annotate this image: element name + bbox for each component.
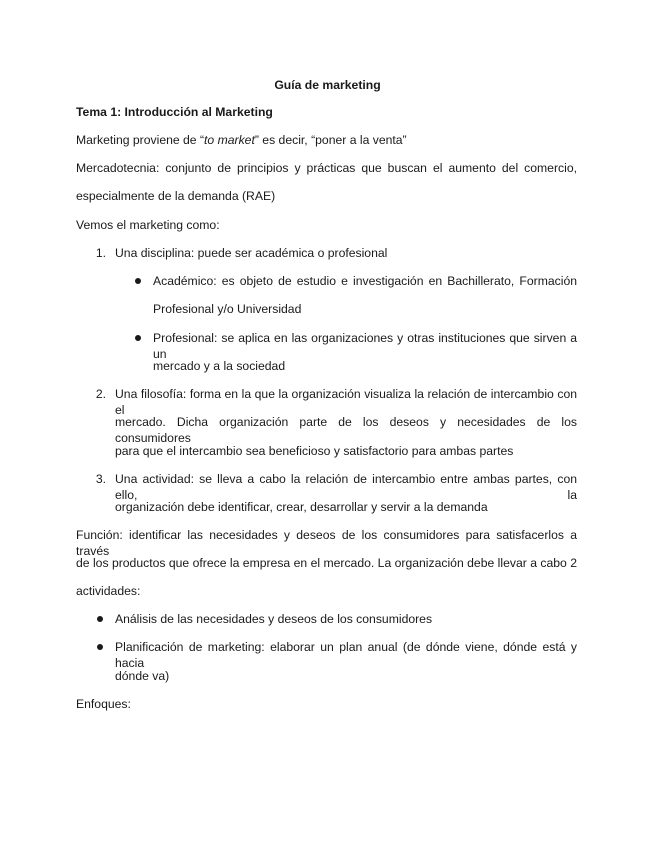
bullet-icon	[135, 335, 141, 341]
bullet-icon	[97, 616, 103, 622]
intro-prefix: Marketing proviene de “	[76, 133, 205, 147]
list-item-3-line-2: organización debe identificar, crear, desarrollar y servir a la demanda	[115, 500, 488, 514]
activity-2-line-1: Planificación de marketing: elaborar un plan anual (de dónde viene, dónde está y hacia	[115, 640, 577, 670]
list-number: 1.	[95, 246, 106, 260]
activity-2-line-2: dónde va)	[115, 669, 170, 683]
list-item-2-line-3: para que el intercambio sea beneficioso y satisfactorio para ambas partes	[115, 444, 514, 458]
funcion-line-1: Función: identificar las necesidades y deseos de los consumidores para satisfacerlos a través	[76, 528, 577, 558]
bullet-icon	[135, 278, 141, 284]
list-item-2-line-2: mercado. Dicha organización parte de los deseos y necesidades de los consumidores	[115, 415, 577, 445]
enfoques-paragraph: Enfoques:	[76, 697, 131, 711]
sub-item-1-line-1: Académico: es objeto de estudio e investigación en Bachillerato, Formación	[153, 274, 577, 288]
sub-item-2-line-1: Profesional: se aplica en las organizaciones y otras instituciones que sirven a un	[153, 331, 577, 361]
sub-item-2-line-2: mercado y a la sociedad	[153, 359, 286, 373]
list-number: 2.	[95, 387, 106, 401]
list-item-3-line-1: Una actividad: se lleva a cabo la relación de intercambio entre ambas partes, con ello, la	[115, 472, 577, 502]
intro-paragraph	[76, 132, 407, 148]
document-title: Guía de marketing	[274, 78, 381, 92]
vemos-paragraph: Vemos el marketing como:	[76, 218, 220, 232]
sub-item-1-line-2: Profesional y/o Universidad	[153, 302, 302, 316]
intro-italic-term: to market	[204, 133, 255, 147]
definition-line-1: Mercadotecnia: conjunto de principios y prácticas que buscan el aumento del comercio,	[76, 161, 577, 175]
bullet-icon	[97, 644, 103, 650]
list-item-2-line-1: Una filosofía: forma en la que la organización visualiza la relación de intercambio con el	[115, 387, 577, 417]
section-heading: Tema 1: Introducción al Marketing	[76, 105, 273, 119]
funcion-line-3: actividades:	[76, 584, 141, 598]
list-item-1-line-1: Una disciplina: puede ser académica o profesional	[115, 246, 388, 260]
intro-suffix: ” es decir, “poner a la venta”	[254, 133, 407, 147]
funcion-line-2: de los productos que ofrece la empresa en el mercado. La organización debe llevar a cabo 2	[76, 556, 577, 570]
activity-1-line-1: Análisis de las necesidades y deseos de los consumidores	[115, 612, 433, 626]
definition-line-2: especialmente de la demanda (RAE)	[76, 189, 276, 203]
list-number: 3.	[95, 472, 106, 486]
